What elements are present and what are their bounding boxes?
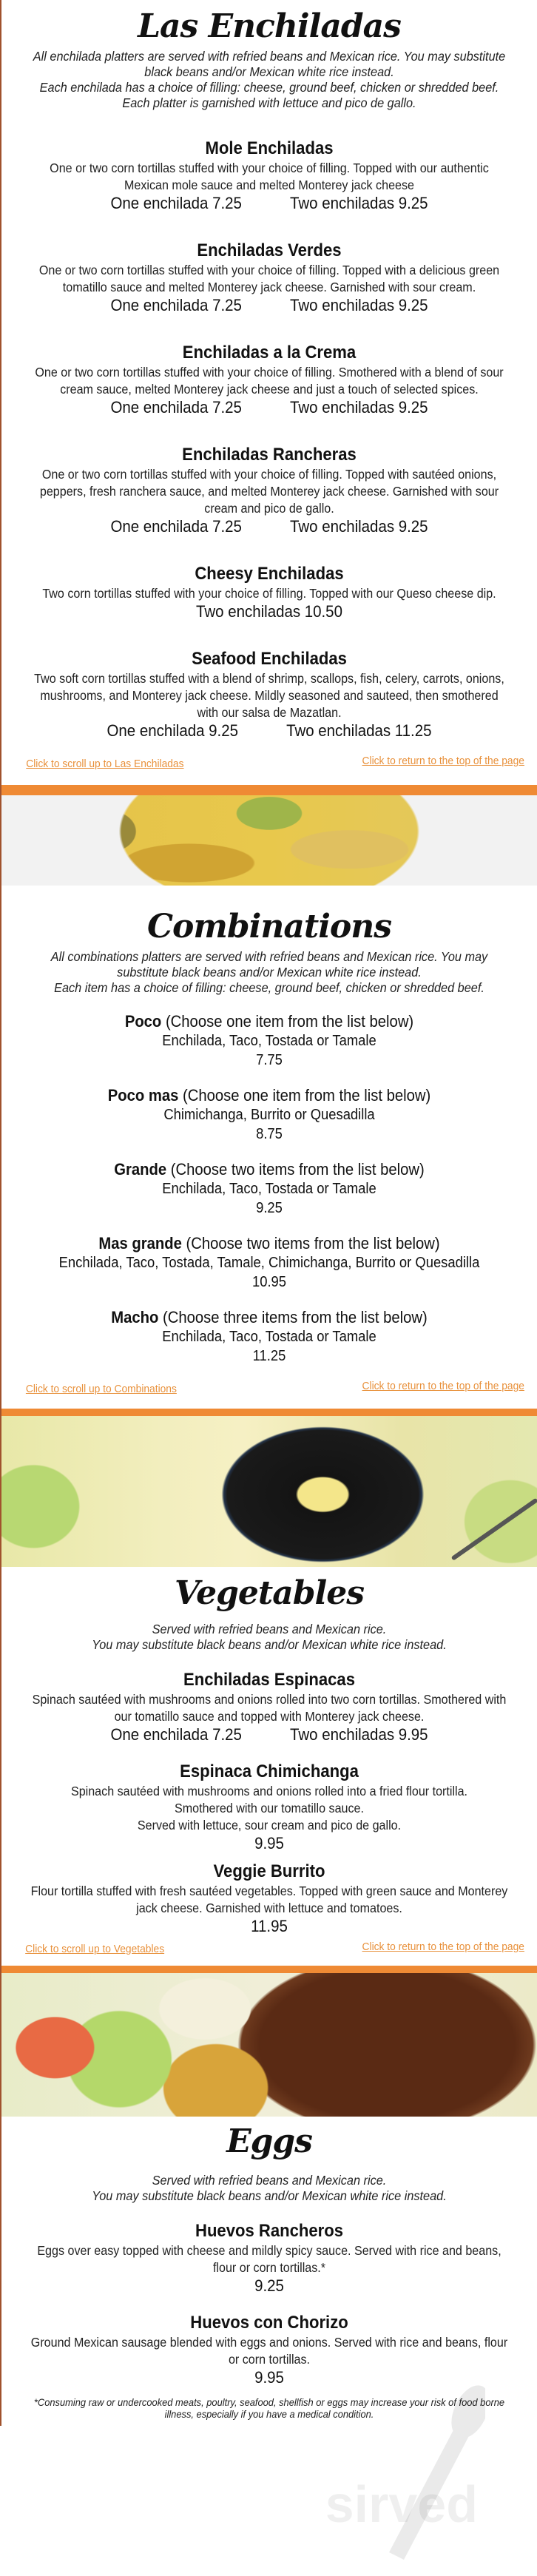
combo-name: Mas grande [98,1234,182,1252]
menu-item-enchiladas-a-la-crema [1,342,537,417]
item-name: Enchiladas a la Crema [182,343,357,363]
scroll-up-enchiladas-link[interactable]: Click to scroll up to Las Enchiladas [26,758,184,770]
intro-line: You may substitute black beans and/or Mexican white rice instead. [92,1637,447,1652]
intro-line: Each enchilada has a choice of filling: cheese, ground beef, chicken or shredded beef. [39,80,499,95]
item-name: Enchiladas Verdes [197,240,342,260]
item-name: Mole Enchiladas [205,138,334,158]
combo-price: 11.25 [252,1348,286,1364]
combo-item-mas-grande [1,1234,537,1292]
orange-divider-bar [1,1409,537,1416]
price-one: One enchilada 7.25 [110,194,242,212]
intro-line: You may substitute black beans and/or Mexican white rice instead. [92,2188,447,2203]
description-line: Smothered with our tomatillo sauce. [175,1801,364,1815]
combo-options: Enchilada, Taco, Tostada or Tamale [162,1033,376,1049]
section-vegetables [1,1567,537,1966]
item-price: 9.25 [254,2276,284,2295]
price-two: Two enchiladas 9.25 [290,517,428,536]
item-description: Flour tortilla stuffed with fresh sautéed vegetables. Topped with green sauce and Monterey jack cheese. Garnished with lettuce and tomatoes. [30,1884,508,1915]
section-title-eggs: Eggs [226,2122,312,2160]
price-two: Two enchiladas 9.25 [290,194,428,212]
combo-item-grande [1,1160,537,1218]
price-one: One enchilada 7.25 [110,517,242,536]
section-enchiladas [1,0,537,785]
menu-item-espinaca-chimichanga [1,1761,537,1853]
combo-heading [23,1160,516,1179]
item-description: One or two corn tortillas stuffed with your choice of filling. Topped with sautéed onions, peppers, fresh ranchera sauce, and melted Monterey jack cheese. Garnished with sour cream and pico de gallo. [39,467,499,516]
combo-heading [23,1012,516,1031]
item-price: 9.95 [254,1834,284,1852]
section-intro [20,1622,518,1653]
combo-rule: (Choose one item from the list below) [183,1086,431,1105]
section-title-vegetables: Vegetables [175,1574,364,1612]
combo-name: Poco mas [107,1086,179,1105]
price-one: One enchilada 7.25 [110,296,242,314]
combo-price: 9.25 [256,1200,283,1216]
combo-options: Enchilada, Taco, Tostada or Tamale [162,1181,376,1197]
combo-heading [23,1086,516,1105]
price-one: One enchilada 7.25 [110,1725,242,1744]
section-combinations [1,886,537,1409]
item-prices [20,398,518,417]
item-name: Huevos con Chorizo [190,2313,348,2333]
return-to-top-link[interactable]: Click to return to the top of the page [362,1380,524,1392]
price-two: Two enchiladas 9.25 [290,296,428,314]
return-to-top-link[interactable]: Click to return to the top of the page [362,755,524,767]
combo-name: Poco [124,1012,162,1031]
item-description: Ground Mexican sausage blended with eggs and onions. Served with rice and beans, flour or corn tortillas. [30,2335,508,2367]
eggs-mole-plate-photo [1,1973,537,2117]
combo-options: Chimichanga, Burrito or Quesadilla [163,1107,375,1123]
item-description [23,1783,516,1834]
item-name: Cheesy Enchiladas [195,564,344,584]
combo-rule: (Choose three items from the list below) [163,1308,428,1326]
item-description: One or two corn tortillas stuffed with your choice of filling. Smothered with a blend of sour cream sauce, melted Monterey jack cheese and just a touch of selected spices. [35,365,504,397]
vegetables-plate-photo [1,1416,537,1567]
item-price: 11.95 [251,1917,288,1935]
description-line: Spinach sautéed with mushrooms and onions rolled into a fried flour tortilla. [70,1784,468,1798]
return-to-top-link[interactable]: Click to return to the top of the page [362,1941,524,1953]
combo-rule: (Choose one item from the list below) [165,1012,414,1031]
price-single: Two enchiladas 10.50 [196,602,342,621]
orange-divider-bar [1,785,537,795]
item-description: Eggs over easy topped with cheese and mildly spicy sauce. Served with rice and beans, flour or corn tortillas.* [37,2243,501,2275]
menu-item-huevos-rancheros [1,2220,537,2296]
item-name: Espinaca Chimichanga [180,1761,359,1781]
item-prices [20,194,518,213]
item-price: 9.95 [254,2368,284,2387]
intro-line: All combinations platters are served with refried beans and Mexican rice. You may substitute black beans and/or Mexican white rice instead. [50,949,488,980]
price-one: One enchilada 9.25 [107,721,238,740]
item-name: Seafood Enchiladas [192,649,347,669]
watermark-text: sirved [325,2475,478,2533]
price-two: Two enchiladas 9.25 [290,398,428,417]
item-name: Enchiladas Rancheras [182,445,357,465]
item-name: Veggie Burrito [213,1861,325,1881]
scroll-up-combinations-link[interactable]: Click to scroll up to Combinations [25,1383,177,1395]
combo-item-macho [1,1308,537,1366]
scroll-up-vegetables-link[interactable]: Click to scroll up to Vegetables [25,1943,165,1955]
combo-heading [23,1308,516,1327]
item-name: Enchiladas Espinacas [183,1670,355,1690]
intro-line: Each platter is garnished with lettuce and pico de gallo. [122,95,416,110]
intro-line: Served with refried beans and Mexican rice. [152,1622,387,1636]
combo-options: Enchilada, Taco, Tostada, Tamale, Chimichanga, Burrito or Quesadilla [58,1255,480,1271]
food-safety-disclaimer: *Consuming raw or undercooked meats, poultry, seafood, shellfish or eggs may increase your risk of food borne illness, especially if you have a medical condition. [33,2396,505,2420]
intro-line: Served with refried beans and Mexican rice. [152,2173,387,2188]
combo-options: Enchilada, Taco, Tostada or Tamale [162,1329,376,1345]
combo-rule: (Choose two items from the list below) [170,1160,425,1179]
menu-item-huevos-con-chorizo [1,2312,537,2387]
section-intro [20,2173,518,2204]
combo-heading [23,1234,516,1253]
menu-item-enchiladas-verdes [1,240,537,315]
enchiladas-plate-photo [1,795,537,886]
combo-item-poco [1,1012,537,1070]
item-name: Huevos Rancheros [195,2221,344,2241]
section-title-combinations: Combinations [146,908,392,945]
item-description: Spinach sautéed with mushrooms and onions rolled into two corn tortillas. Smothered with our tomatillo sauce and topped with Monterey jack cheese. [32,1692,507,1724]
item-description: Two soft corn tortillas stuffed with a blend of shrimp, scallops, fish, celery, carrots, onions, mushrooms, and Monterey jack cheese. Mildly seasoned and sauteed, then smothered with our salsa de Mazatlan. [34,671,504,720]
combo-price: 7.75 [256,1052,283,1068]
orange-divider-bar [1,1966,537,1973]
menu-item-veggie-burrito [1,1861,537,1936]
combo-rule: (Choose two items from the list below) [186,1234,440,1252]
menu-item-seafood-enchiladas [1,648,537,741]
combo-item-poco-mas [1,1086,537,1144]
price-two: Two enchiladas 9.95 [290,1725,428,1744]
menu-item-enchiladas-espinacas [1,1669,537,1744]
section-eggs [1,2117,537,2426]
menu-item-mole-enchiladas [1,138,537,213]
section-intro [20,49,518,111]
section-nav-links [1,741,537,770]
item-prices [20,517,518,536]
item-prices [20,721,518,741]
price-one: One enchilada 7.25 [110,398,242,417]
section-title-enchiladas: Las Enchiladas [138,7,401,45]
item-description: One or two corn tortillas stuffed with your choice of filling. Topped with our authentic Mexican mole sauce and melted Monterey jack cheese [50,161,489,192]
item-prices [20,296,518,315]
intro-line: All enchilada platters are served with refried beans and Mexican rice. You may substitute black beans and/or Mexican white rice instead. [33,49,506,79]
price-two: Two enchiladas 11.25 [286,721,432,740]
combo-name: Macho [111,1308,159,1326]
intro-line: Each item has a choice of filling: cheese, ground beef, chicken or shredded beef. [54,980,484,995]
spoon-graphic [451,1498,537,1561]
section-intro [20,949,518,996]
description-line: Served with lettuce, sour cream and pico de gallo. [137,1818,402,1832]
combo-name: Grande [114,1160,167,1179]
item-description: One or two corn tortillas stuffed with your choice of filling. Topped with a delicious green tomatillo sauce and melted Monterey jack cheese. Garnished with sour cream. [38,263,500,294]
menu-item-cheesy-enchiladas [1,563,537,621]
section-nav-links [1,1936,537,1955]
item-prices [20,1725,518,1744]
combo-price: 8.75 [256,1126,283,1142]
section-nav-links [1,1366,537,1395]
menu-item-enchiladas-rancheras [1,444,537,536]
item-description: Two corn tortillas stuffed with your choice of filling. Topped with our Queso cheese dip. [42,586,496,601]
combo-price: 10.95 [251,1274,287,1290]
